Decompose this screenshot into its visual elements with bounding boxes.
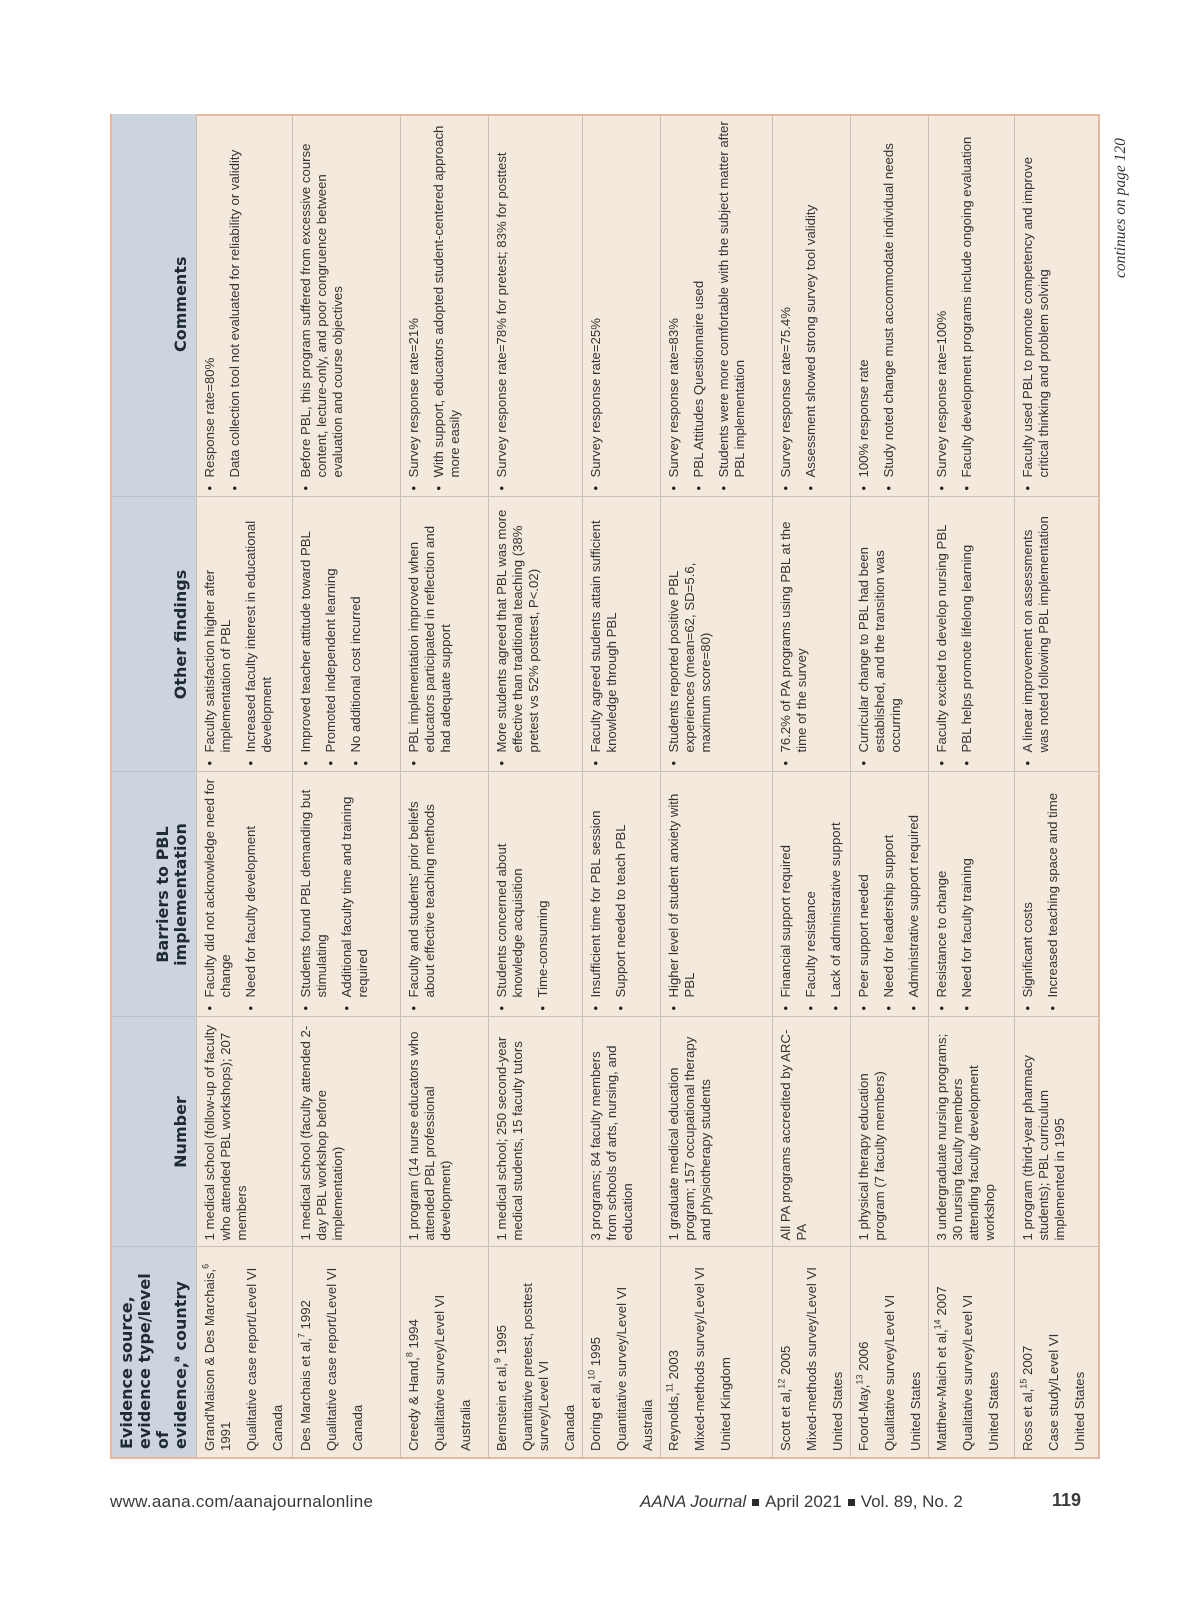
bullet-list [666,779,698,1011]
table-row [929,114,1015,1457]
cell-number: 1 program (14 nurse educators who attended PBL professional development) [401,1017,489,1247]
cell-barriers [401,772,489,1017]
evidence-table-rotated [110,114,1100,1459]
header-text: Barriers to PBL [153,826,172,963]
list-item: • Need for faculty development [243,779,259,1011]
country: United States [830,1371,845,1451]
journal-url[interactable]: www.aana.com/aanajournalonline [110,1492,374,1511]
bullet-list [856,779,922,1011]
cell-number: 1 medical school (follow-up of faculty who attended PBL workshops); 207 members [197,1017,293,1247]
source-year: 2005 [778,1345,793,1379]
reference-number: 14 [932,1319,943,1330]
cell-evidence-source [293,1247,401,1457]
bullet-list [588,504,620,766]
evidence-type: Quantitative pretest, posttest survey/Level VI [520,1283,551,1451]
source-citation [934,1254,950,1452]
bullet-list [298,779,371,1011]
list-item: • A linear improvement on assessments was noted following PBL implementation [1020,504,1052,766]
list-item: • Higher level of student anxiety with PBL [666,779,698,1011]
header-text: Comments [171,256,190,352]
source-year: 2006 [856,1341,871,1375]
bullet-list [666,504,714,766]
header-text: evidence, [171,1362,190,1449]
cell-comments [851,114,929,497]
cell-other-findings [401,497,489,772]
bullet-list [778,779,844,1011]
list-item: • Response rate=80% [202,118,218,491]
bullet-list [934,504,975,766]
header-other-findings [112,497,197,772]
list-item: • Faculty agreed students attain sufficient knowledge through PBL [588,504,620,766]
bullet-list [406,779,438,1011]
list-item: • Survey response rate=83% [666,118,682,491]
journal-name: AANA Journal [640,1492,747,1511]
evidence-type: Qualitative survey/Level VI [432,1294,447,1451]
bullet-list [494,118,510,491]
list-item: • Survey response rate=100% [934,118,950,491]
cell-evidence-source [929,1247,1015,1457]
reference-number: 11 [664,1383,675,1393]
source-author: Matthew-Maich et al, [934,1329,949,1451]
bullet-list [934,118,975,491]
list-item: • Need for leadership support [881,779,897,1011]
table-row [851,114,929,1457]
list-item: • No additional cost incurred [348,504,364,766]
evidence-type: Qualitative case report/Level VI [324,1267,339,1451]
list-item: • Increased faculty interest in educational development [243,504,275,766]
country: Canada [270,1404,285,1451]
reference-number: 15 [1018,1378,1029,1389]
bullet-list [406,504,454,766]
list-item: • Faculty used PBL to promote competency and improve critical thinking and problem solving [1020,118,1052,491]
source-year: 2007 [934,1286,949,1320]
header-comments [112,114,197,497]
source-citation [1020,1254,1036,1452]
list-item: • Support needed to teach PBL [613,779,629,1011]
cell-barriers [851,772,929,1017]
cell-comments [489,114,583,497]
source-author: Creedy & Hand, [406,1357,421,1451]
cell-comments [1015,114,1101,497]
bullet-list [856,504,904,766]
issue-date: April 2021 [765,1492,842,1511]
cell-barriers [929,772,1015,1017]
evidence-type: Qualitative survey/Level VI [960,1294,975,1451]
table-row [773,114,851,1457]
cell-comments [197,114,293,497]
cell-comments [293,114,401,497]
cell-number: 3 undergraduate nursing programs; 30 nursing faculty members attending faculty development workshop [929,1017,1015,1247]
cell-barriers [293,772,401,1017]
table-body [197,114,1101,1457]
country: Canada [562,1404,577,1451]
cell-number: 1 program (third-year pharmacy students); PBL curriculum implemented in 1995 [1015,1017,1101,1247]
cell-barriers [197,772,293,1017]
cell-other-findings [851,497,929,772]
source-citation [494,1254,510,1452]
cell-other-findings [661,497,773,772]
bullet-list [778,118,819,491]
bullet-list [1020,504,1052,766]
page-number: 119 [1052,1490,1082,1510]
list-item: • Significant costs [1020,779,1036,1011]
evidence-type: Qualitative case report/Level VI [244,1267,259,1451]
header-text: implementation [171,823,190,966]
list-item: • Students reported positive PBL experiences (mean=62, SD=5.6, maximum score=80) [666,504,714,766]
source-citation [666,1254,682,1452]
cell-barriers [489,772,583,1017]
reference-number: 12 [776,1378,787,1389]
bullet-list [202,504,275,766]
evidence-type: Qualitative survey/Level VI [882,1294,897,1451]
country: United States [908,1371,923,1451]
list-item: • Survey response rate=78% for pretest; 83% for posttest [494,118,510,491]
list-item: • Faculty excited to develop nursing PBL [934,504,950,766]
country: United Kingdom [718,1357,733,1451]
bullet-list [934,779,975,1011]
cell-number: All PA programs accredited by ARC-PA [773,1017,851,1247]
list-item: • PBL implementation improved when educators participated in reflection and had adequate support [406,504,454,766]
source-citation [778,1254,794,1452]
source-author: Des Marchais et al, [298,1338,313,1451]
source-year: 1995 [588,1336,603,1370]
list-item: • Time-consuming [535,779,551,1011]
header-text: Evidence source, [117,1296,136,1449]
list-item: • Survey response rate=21% [406,118,422,491]
source-citation [856,1254,872,1452]
list-item: • Lack of administrative support [828,779,844,1011]
country: Australia [640,1399,655,1451]
cell-other-findings [583,497,661,772]
source-author: Foord-May, [856,1384,871,1451]
source-citation [298,1254,314,1452]
table-row [197,114,293,1457]
list-item: • Peer support needed [856,779,872,1011]
cell-barriers [661,772,773,1017]
reference-number: 8 [404,1352,415,1358]
table-row [661,114,773,1457]
header-footnote-mark: a [172,1356,183,1363]
bullet-list [1020,779,1061,1011]
list-item: • Administrative support required [906,779,922,1011]
list-item: • Before PBL, this program suffered from excessive course content, lecture-only, and poor congruence between evaluation and course objectives [298,118,346,491]
reference-number: 7 [296,1333,307,1339]
cell-comments [401,114,489,497]
source-citation [202,1254,234,1452]
list-item: • Improved teacher attitude toward PBL [298,504,314,766]
evidence-type: Mixed-methods survey/Level VI [692,1267,707,1451]
continues-note [1112,118,1134,278]
page-footer [110,1488,1100,1514]
cell-number: 1 physical therapy education program (7 faculty members) [851,1017,929,1247]
list-item: • 100% response rate [856,118,872,491]
cell-other-findings [293,497,401,772]
cell-evidence-source [1015,1247,1101,1457]
header-number [112,1017,197,1247]
cell-evidence-source [489,1247,583,1457]
square-bullet-icon [752,1499,759,1506]
bullet-list [778,504,810,766]
list-item: • Insufficient time for PBL session [588,779,604,1011]
list-item: • Assessment showed strong survey tool validity [803,118,819,491]
source-year: 2007 [1020,1345,1035,1379]
evidence-table [112,114,1100,1457]
bullet-list [494,779,551,1011]
list-item: • Data collection tool not evaluated for reliability or validity [227,118,243,491]
header-text: country [171,1281,190,1357]
table-row [293,114,401,1457]
list-item: • Students concerned about knowledge acquisition [494,779,526,1011]
list-item: • Students found PBL demanding but stimulating [298,779,330,1011]
reference-number: 9 [492,1358,503,1364]
table-row [583,114,661,1457]
reference-number: 10 [586,1369,597,1380]
list-item: • With support, educators adopted student-centered approach more easily [431,118,463,491]
cell-barriers [773,772,851,1017]
bullet-list [298,118,346,491]
bullet-list [588,779,629,1011]
list-item: • Curricular change to PBL had been established, and the transition was occurring [856,504,904,766]
bullet-list [856,118,897,491]
table-row [1015,114,1101,1457]
journal-citation [640,1492,963,1512]
list-item: • Study noted change must accommodate individual needs [881,118,897,491]
header-text: Number [171,1096,190,1168]
cell-number: 1 graduate medical education program; 157 occupational therapy and physiotherapy students [661,1017,773,1247]
source-year: 1995 [494,1325,509,1359]
header-text: Other findings [171,569,190,700]
bullet-list [494,504,542,766]
source-author: Scott et al, [778,1388,793,1451]
cell-barriers [583,772,661,1017]
table-row [401,114,489,1457]
cell-comments [773,114,851,497]
bullet-list [202,779,259,1011]
reference-number: 6 [200,1263,211,1269]
country: Canada [350,1404,365,1451]
list-item: • PBL Attitudes Questionnaire used [691,118,707,491]
source-year: 1994 [406,1319,421,1353]
bullet-list [406,118,463,491]
source-author: Grand'Maison & Des Marchais, [202,1268,217,1451]
cell-number: 1 medical school (faculty attended 2-day PBL workshop before implementation) [293,1017,401,1247]
bullet-list [588,118,604,491]
table-header-row [112,114,197,1457]
cell-other-findings [929,497,1015,772]
source-citation [406,1254,422,1452]
source-author: Ross et al, [1020,1388,1035,1451]
bullet-list [298,504,364,766]
cell-other-findings [197,497,293,772]
source-author: Reynolds, [666,1392,681,1451]
source-year: 1991 [218,1421,233,1451]
list-item: • Resistance to change [934,779,950,1011]
cell-comments [583,114,661,497]
source-author: Bernstein et al, [494,1363,509,1451]
cell-barriers [1015,772,1101,1017]
list-item: • Students were more comfortable with the subject matter after PBL implementation [716,118,748,491]
list-item: • Promoted independent learning [323,504,339,766]
bullet-list [1020,118,1052,491]
cell-comments [661,114,773,497]
source-year: 2003 [666,1349,681,1383]
volume-issue: Vol. 89, No. 2 [860,1492,963,1511]
bullet-list [666,118,748,491]
evidence-type: Mixed-methods survey/Level VI [804,1267,819,1451]
continues-note-text: continues on page 120 [1112,138,1129,278]
evidence-type: Quantitative survey/Level VI [614,1286,629,1451]
list-item: • Faculty development programs include ongoing evaluation [959,118,975,491]
evidence-table-container [110,114,1100,1459]
table-row [489,114,583,1457]
country: United States [1072,1371,1087,1451]
reference-number: 13 [854,1374,865,1385]
header-text: evidence type/level of [135,1273,172,1449]
cell-comments [929,114,1015,497]
list-item: • Faculty resistance [803,779,819,1011]
evidence-type: Case study/Level VI [1046,1333,1061,1451]
list-item: • Survey response rate=25% [588,118,604,491]
square-bullet-icon [848,1499,855,1506]
cell-number: 3 programs; 84 faculty members from schools of arts, nursing, and education [583,1017,661,1247]
list-item: • Financial support required [778,779,794,1011]
cell-other-findings [1015,497,1101,772]
list-item: • Need for faculty training [959,779,975,1011]
list-item: • PBL helps promote lifelong learning [959,504,975,766]
list-item: • Faculty and students' prior beliefs about effective teaching methods [406,779,438,1011]
list-item: • Additional faculty time and training required [339,779,371,1011]
list-item: • Faculty did not acknowledge need for change [202,779,234,1011]
source-citation [588,1254,604,1452]
list-item: • More students agreed that PBL was more effective than traditional teaching (38% pretest vs 52% posttest, P<.02) [494,504,542,766]
source-year: 1992 [298,1300,313,1334]
header-barriers [112,772,197,1017]
cell-other-findings [489,497,583,772]
country: Australia [458,1399,473,1451]
cell-evidence-source [401,1247,489,1457]
source-author: Doring et al, [588,1379,603,1451]
list-item: • Survey response rate=75.4% [778,118,794,491]
header-evidence-source [112,1247,197,1457]
list-item: • Faculty satisfaction higher after implementation of PBL [202,504,234,766]
cell-evidence-source [197,1247,293,1457]
cell-evidence-source [583,1247,661,1457]
bullet-list [202,118,243,491]
cell-evidence-source [773,1247,851,1457]
cell-evidence-source [851,1247,929,1457]
list-item: • 76.2% of PA programs using PBL at the time of the survey [778,504,810,766]
list-item: • Increased teaching space and time [1045,779,1061,1011]
cell-evidence-source [661,1247,773,1457]
cell-number: 1 medical school; 250 second-year medical students, 15 faculty tutors [489,1017,583,1247]
country: United States [986,1371,1001,1451]
cell-other-findings [773,497,851,772]
